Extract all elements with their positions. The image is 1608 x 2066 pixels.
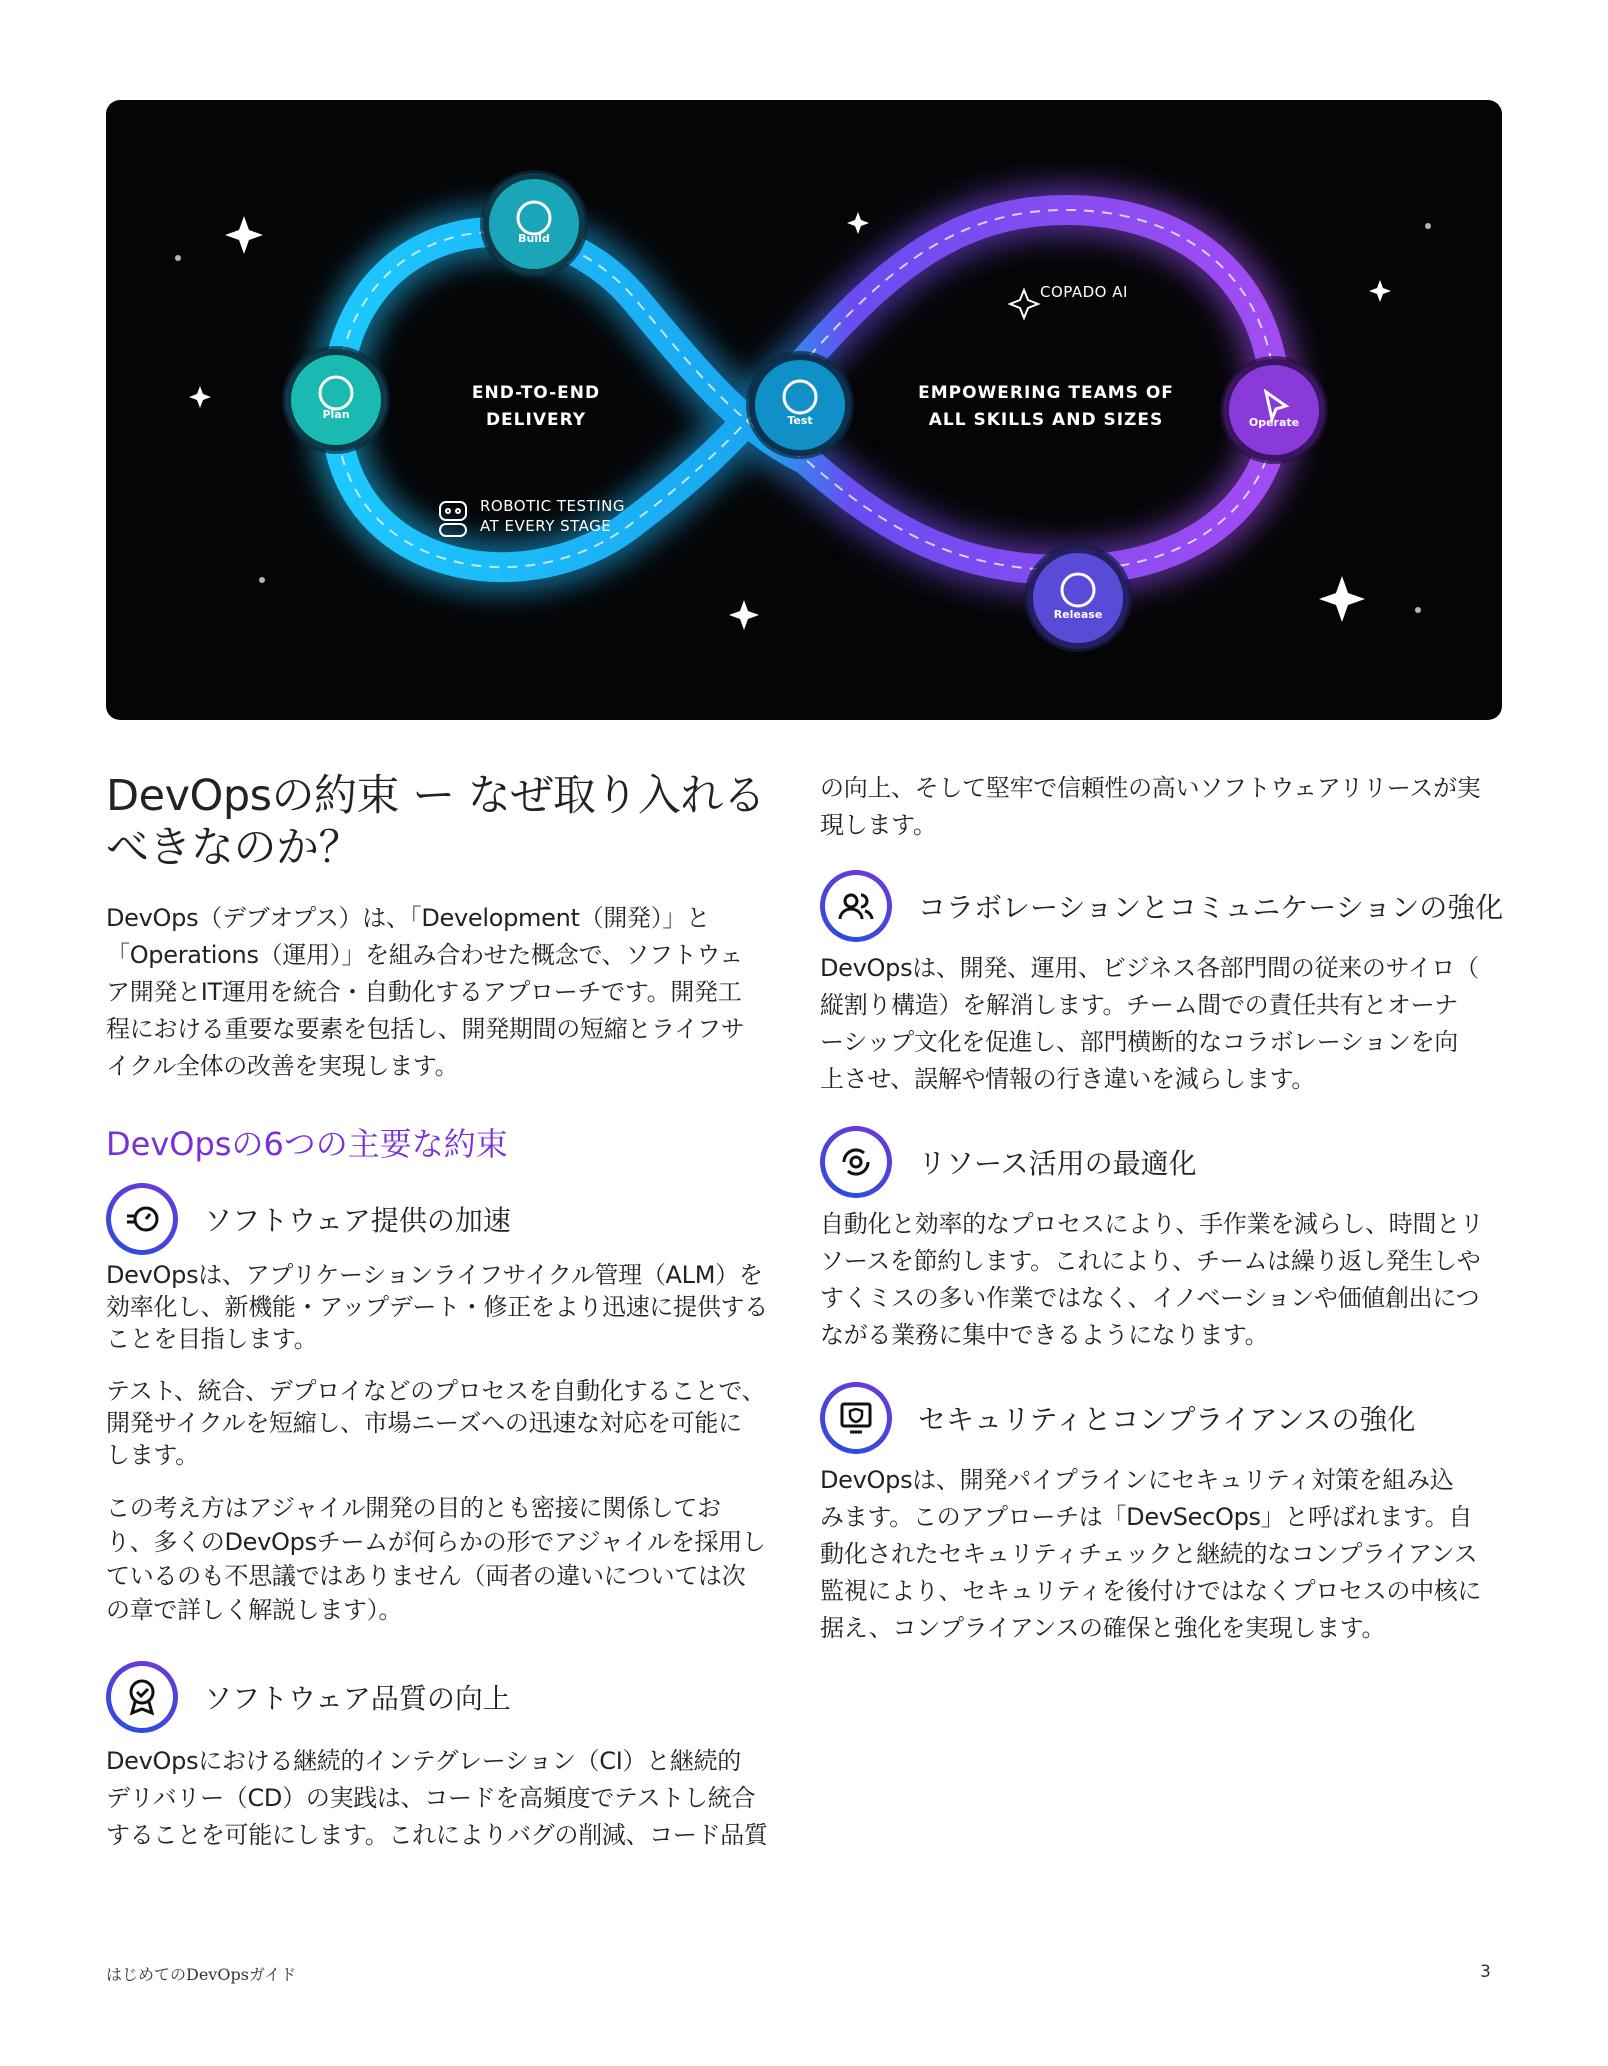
node-label-build: Build — [518, 232, 550, 245]
section-heading: DevOpsの6つの主要な約束 — [106, 1125, 508, 1163]
feature-speed-text-1: DevOpsは、アプリケーションライフサイクル管理（ALM）を 効率化し、新機能・アップデート・修正をより迅速に提供する ことを目指します。 — [106, 1261, 768, 1353]
page-title: DevOpsの約束 ー なぜ取り入れる べきなのか？ — [106, 771, 766, 873]
feature-security — [820, 1382, 1510, 1454]
node-build — [480, 170, 588, 278]
feature-speed-title: ソフトウェア提供の加速 — [204, 1204, 511, 1237]
node-label-plan: Plan — [322, 408, 350, 421]
robot-icon — [440, 502, 466, 536]
copado-ai-label: COPADO AI — [1040, 283, 1128, 301]
robotic-testing-label: ROBOTIC TESTING AT EVERY STAGE — [480, 497, 625, 535]
feature-quality — [106, 1661, 786, 1733]
feature-resource-title: リソース活用の最適化 — [918, 1147, 1197, 1180]
right-column — [820, 770, 1510, 1647]
hero-left-label: END-TO-END DELIVERY — [471, 383, 601, 430]
node-label-release: Release — [1053, 608, 1103, 621]
hero-right-label: EMPOWERING TEAMS OF ALL SKILLS AND SIZES — [918, 383, 1174, 430]
intro-paragraph: DevOps（デブオプス）は、「Development（開発）」と 「Operations（運用）」を組み合わせた概念で、ソフトウェ ア開発とIT運用を統合・自動化するアプローチです。開発工 程における重要な要素を包括し、開発期間の短縮とライフサ イクル全体の改善を実現します。 — [106, 904, 745, 1080]
page-number: 3 — [1480, 1962, 1491, 1982]
feature-quality-title: ソフトウェア品質の向上 — [204, 1682, 511, 1715]
node-operate — [1220, 356, 1328, 464]
node-label-test: Test — [787, 414, 813, 427]
node-plan — [282, 346, 390, 454]
feature-collab-text: DevOpsは、開発、運用、ビジネス各部門間の従来のサイロ（ 縦割り構造）を解消します。チーム間での責任共有とオーナ ーシップ文化を促進し、部門横断的なコラボレーションを向 上させ、誤解や情報の行き違いを減らします。 — [820, 954, 1479, 1093]
left-column — [106, 770, 786, 1854]
feature-resource — [820, 1126, 1510, 1198]
feature-collab-title: コラボレーションとコミュニケーションの強化 — [918, 891, 1504, 924]
feature-security-text: DevOpsは、開発パイプラインにセキュリティ対策を組み込 みます。このアプローチは「DevSecOps」と呼ばれます。自 動化されたセキュリティチェックと継続的なコンプライアンス 監視により、セキュリティを後付けではなくプロセスの中核に 据え、コンプライアンスの確保と強化を実現します。 — [820, 1466, 1482, 1642]
footer-guide-title: はじめてのDevOpsガイド — [106, 1965, 297, 1984]
feature-speed — [106, 1183, 786, 1255]
gear-cycle-icon — [820, 1126, 892, 1198]
node-label-operate: Operate — [1248, 416, 1300, 429]
sparkle-icon — [1010, 290, 1038, 318]
quality-continued-text: の向上、そして堅牢で信頼性の高いソフトウェアリリースが実 現します。 — [820, 774, 1481, 839]
hero-devops-infinity — [106, 100, 1502, 720]
monitor-shield-icon — [820, 1382, 892, 1454]
feature-speed-text-2: テスト、統合、デプロイなどのプロセスを自動化することで、 開発サイクルを短縮し、市場ニーズへの迅速な対応を可能に します。 — [106, 1377, 766, 1469]
feature-collab — [820, 870, 1510, 942]
feature-quality-text: DevOpsにおける継続的インテグレーション（CI）と継続的 デリバリー（CD）の実践は、コードを高頻度でテストし統合 することを可能にします。これによりバグの削減、コード品質 — [106, 1747, 768, 1849]
feature-speed-text-3: この考え方はアジャイル開発の目的とも密接に関係してお り、多くのDevOpsチームが何らかの形でアジャイルを採用し ているのも不思議ではありません（両者の違いについては次 の章で詳しく解説します）。 — [106, 1494, 766, 1624]
users-icon — [820, 870, 892, 942]
speedometer-icon — [106, 1183, 178, 1255]
feature-security-title: セキュリティとコンプライアンスの強化 — [918, 1403, 1416, 1436]
node-release — [1024, 544, 1132, 652]
badge-check-icon — [106, 1661, 178, 1733]
node-test — [746, 351, 854, 459]
feature-resource-text: 自動化と効率的なプロセスにより、手作業を減らし、時間とリ ソースを節約します。これにより、チームは繰り返し発生しや すくミスの多い作業ではなく、イノベーションや価値創出につ ながる業務に集中できるようになります。 — [820, 1210, 1484, 1349]
